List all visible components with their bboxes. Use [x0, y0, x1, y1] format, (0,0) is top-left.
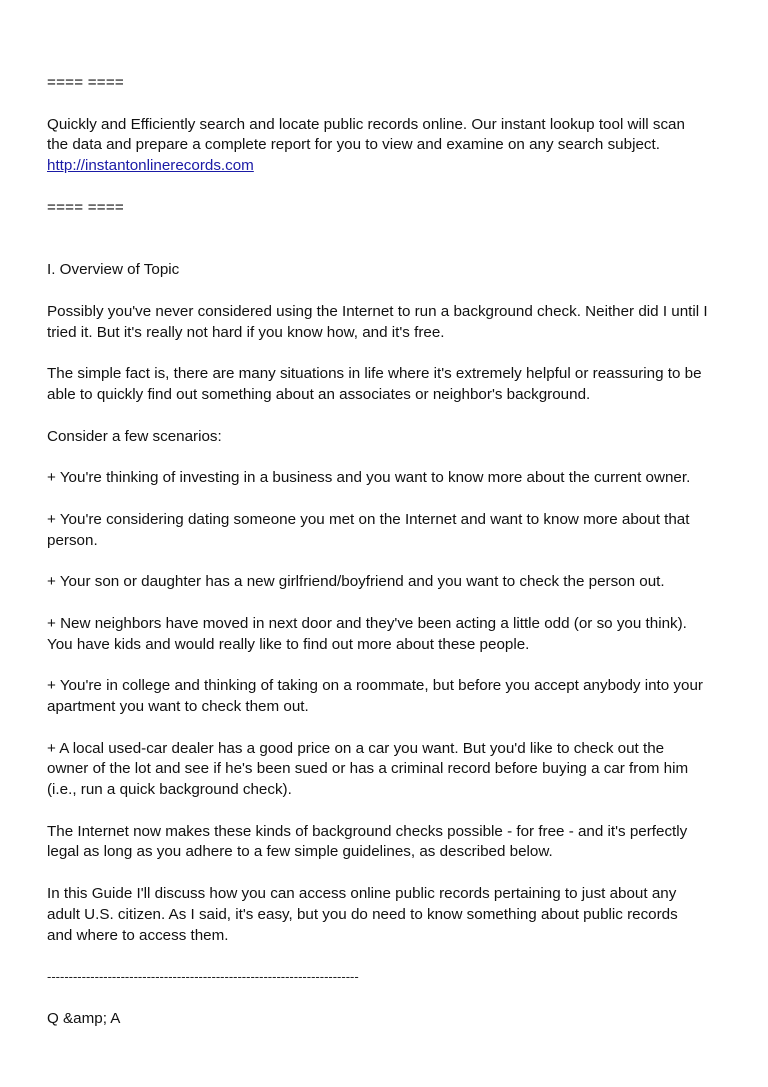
- records-link[interactable]: http://instantonlinerecords.com: [47, 157, 254, 175]
- dashed-divider: ------------------------------------------------------------------------: [47, 969, 359, 985]
- qa-heading: Q &amp; A: [47, 1009, 121, 1027]
- intro-line: the data and prepare a complete report for you to view and examine on any search subject.: [47, 136, 660, 154]
- scenario-item: [47, 614, 737, 656]
- paragraph-line: legal as long as you adhere to a few simple guidelines, as described below.: [47, 843, 553, 861]
- separator-top: ==== ====: [47, 74, 124, 91]
- separator-bottom: ==== ====: [47, 198, 124, 216]
- scenario-item: [47, 510, 737, 552]
- paragraph: [47, 302, 737, 344]
- paragraph-line: able to quickly find out something about an associates or neighbor's background.: [47, 385, 591, 403]
- paragraph: [47, 822, 737, 864]
- scenario-line: (i.e., run a quick background check).: [47, 781, 292, 799]
- paragraph-line: and where to access them.: [47, 926, 229, 944]
- paragraph-line: The Internet now makes these kinds of background checks possible - for free - and it's perfectly: [47, 822, 688, 840]
- paragraph: Consider a few scenarios:: [47, 427, 222, 445]
- scenario-line: + A local used-car dealer has a good price on a car you want. But you'd like to check out the: [47, 739, 665, 757]
- scenario-line: + You're considering dating someone you met on the Internet and want to know more about that: [47, 510, 690, 528]
- paragraph-line: In this Guide I'll discuss how you can access online public records pertaining to just about any: [47, 885, 677, 903]
- scenario-line: apartment you want to check them out.: [47, 697, 309, 715]
- paragraph-line: tried it. But it's really not hard if you know how, and it's free.: [47, 323, 445, 341]
- document-page: [47, 73, 737, 1050]
- paragraph-line: The simple fact is, there are many situations in life where it's extremely helpful or reassuring to be: [47, 365, 702, 383]
- scenario-line: You have kids and would really like to find out more about these people.: [47, 635, 530, 653]
- scenario-line: owner of the lot and see if he's been sued or has a criminal record before buying a car from him: [47, 760, 689, 778]
- scenario-line: person.: [47, 531, 98, 549]
- intro-paragraph: [47, 115, 737, 177]
- intro-line: Quickly and Efficiently search and locate public records online. Our instant lookup tool will scan: [47, 115, 685, 133]
- scenario-line: + You're in college and thinking of taking on a roommate, but before you accept anybody into your: [47, 677, 703, 695]
- scenario-item: [47, 676, 737, 718]
- paragraph-line: adult U.S. citizen. As I said, it's easy, but you do need to know something about public records: [47, 905, 678, 923]
- paragraph: [47, 884, 737, 946]
- scenario-item: + Your son or daughter has a new girlfriend/boyfriend and you want to check the person out.: [47, 573, 665, 591]
- scenario-line: + New neighbors have moved in next door and they've been acting a little odd (or so you think).: [47, 614, 687, 632]
- paragraph: [47, 364, 737, 406]
- section-heading: I. Overview of Topic: [47, 261, 180, 279]
- scenario-item: [47, 739, 737, 801]
- scenario-item: + You're thinking of investing in a business and you want to know more about the current owner.: [47, 469, 691, 487]
- paragraph-line: Possibly you've never considered using the Internet to run a background check. Neither did I until I: [47, 302, 708, 320]
